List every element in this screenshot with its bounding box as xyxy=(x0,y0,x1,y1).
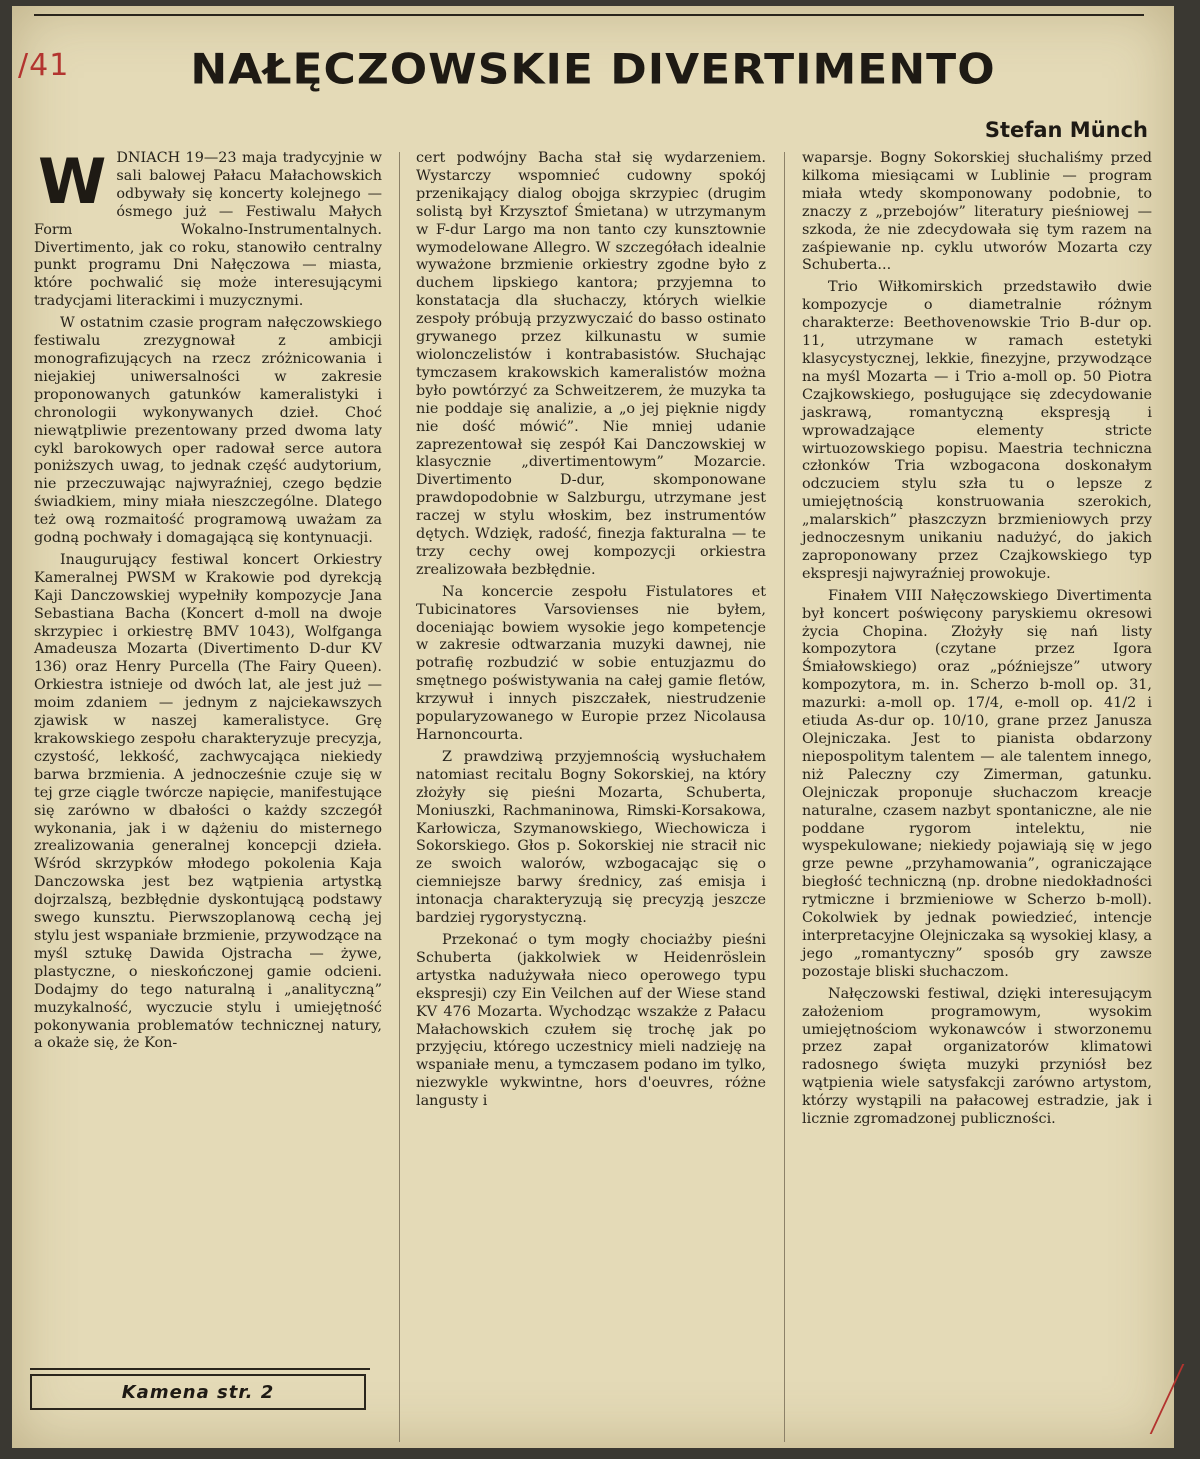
paragraph: waparsje. Bogny Sokorskiej słuchaliśmy przed kilkoma miesiącami w Lublinie — program miała wtedy skomponowany podobnie, to znaczy z „przebojów” literatury pieśniowej — szkoda, że nie zdecydowała się tym razem na zaśpiewanie np. cyklu utworów Mozarta czy Schuberta... xyxy=(802,150,1152,274)
newspaper-clipping xyxy=(12,6,1174,1448)
drop-cap: W xyxy=(38,145,107,218)
paragraph: Inaugurujący festiwal koncert Orkiestry Kameralnej PWSM w Krakowie pod dyrekcją Kaji Danczowskiej wypełniły kompozycje Jana Sebastiana Bacha (Koncert d-moll na dwoje skrzypiec i orkiestrę BMV 1043), Wolfganga Amadeusza Mozarta (Divertimento D-dur KV 136) oraz Henry Purcella (The Fairy Queen). Orkiestra istnieje od dwóch lat, ale jest już — moim zdaniem — jednym z najciekawszych zjawisk w naszej kameralistyce. Grę krakowskiego zespołu charakteryzuje precyzja, czystość, lekkość, zachwycająca niekiedy barwa brzmienia. A jednocześnie czuje się w tej grze ciągle twórcze napięcie, manifestujące się zarówno w dbałości o każdy szczegół wykonania, jak i w dążeniu do misternego zrealizowania generalnej koncepcji dzieła. Wśród skrzypków młodego pokolenia Kaja Danczowska jest bez wątpienia artystką dojrzalszą, bezbłędnie dyskontującą podstawy swego kunsztu. Pierwszoplanową cechą jej stylu jest wspaniałe brzmienie, przywodzące na myśl sztukę Dawida Ojstracha — żywe, plastyczne, o nieskończonej gamie odcieni. Dodajmy do tego naturalną i „analityczną” muzykalność, wyczucie stylu i umiejętność pokonywania problematów technicznej natury, a okaże się, że Kon- xyxy=(34,551,382,1052)
paragraph: cert podwójny Bacha stał się wydarzeniem. Wystarczy wspomnieć cudowny spokój przenikający dialog obojga skrzypiec (drugim solistą był Krzysztof Śmietana) w utrzymanym w F-dur Largo ma non tanto czy kunsztownie wymodelowane Allegro. W szczegółach idealnie wyważone brzmienie orkiestry zgodne było z duchem lipskiego kantora; przyjemna to konstatacja dla słuchaczy, których wielkie zespoły próbują przyzwyczaić do basso ostinato grywanego przez kilkunastu w sumie wiolonczelistów i kontrabasistów. Słuchając tymczasem krakowskich kameralistów można było powtórzyć za Schweitzerem, że muzyka ta nie poddaje się analizie, a „o jej pięknie nigdy nie dość mówić”. Nie mniej udanie zaprezentował się zespół Kai Danczowskiej w klasycznie „divertimentowym” Mozarcie. Divertimento D-dur, skomponowane prawdopodobnie w Salzburgu, utrzymane jest raczej w stylu włoskim, bez instrumentów dętych. Wdzięk, radość, finezja fakturalna — te trzy cechy owej kompozycji orkiestra zrealizowała bezbłędnie. xyxy=(416,150,766,578)
article-column-1 xyxy=(34,145,382,1057)
author-byline: Stefan Münch xyxy=(984,118,1148,142)
source-label: Kamena str. 2 xyxy=(121,1382,275,1403)
column-rule xyxy=(399,152,400,1442)
column-rule xyxy=(784,152,785,1442)
article-column-2 xyxy=(416,150,766,1115)
paragraph: Na koncercie zespołu Fistulatores et Tubicinatores Varsovienses nie byłem, doceniając bowiem wysokie jego kompetencje w zakresie odtwarzania muzyki dawnej, nie potrafię rozbudzić w sobie entuzjazmu do smętnego poświstywania na całej gamie fletów, krzywuł i innych piszczałek, niestrudzenie popularyzowanego w Europie przez Nicolausa Harnoncourta. xyxy=(416,583,766,743)
paragraph: Finałem VIII Nałęczowskiego Divertimenta był koncert poświęcony paryskiemu okresowi życia Chopina. Złożyły się nań listy kompozytora (czytane przez Igora Śmiałowskiego) oraz „późniejsze” utwory kompozytora, m. in. Scherzo b-moll op. 31, mazurki: a-moll op. 17/4, e-moll op. 41/2 i etiuda As-dur op. 10/10, grane przez Janusza Olejniczaka. Jest to pianista obdarzony niepospolitym talentem — ale talentem innego, niż Paleczny czy Zimerman, gatunku. Olejniczak proponuje słuchaczom kreacje naturalne, czasem nazbyt spontaniczne, ale nie poddane rygorom intelektu, nie wyspekulowane; niekiedy pojawiają się w jego grze pewne „przyhamowania”, ograniczające biegłość techniczną (np. drobne niedokładności rytmiczne i brzmieniowe w Scherzo b-moll). Cokolwiek by jednak powiedzieć, intencje interpretacyjne Olejniczaka są wysokiej klasy, a jego „romantyczny” sposób gry zawsze pozostaje bliski słuchaczom. xyxy=(802,587,1152,980)
article-column-3 xyxy=(802,150,1152,1133)
paragraph: Trio Wiłkomirskich przedstawiło dwie kompozycje o diametralnie różnym charakterze: Beethovenowskie Trio B-dur op. 11, utrzymane w ramach estetyki klasycystycznej, lekkie, finezyjne, przywodzące na myśl Mozarta — i Trio a-moll op. 50 Piotra Czajkowskiego, posługujące się zdecydowanie jaskrawą, romantyczną ekspresją i wprowadzające elementy stricte wirtuozowskiego popisu. Maestria techniczna członków Tria wzbogacona doskonałym odczuciem stylu szła tu o lepsze z umiejętnością konstruowania szerokich, „malarskich” płaszczyzn brzmieniowych przy jednoczesnym unikaniu nadużyć, do jakich zaproponowany przez Czajkowskiego typ ekspresji najwyraźniej prowokuje. xyxy=(802,279,1152,582)
red-pen-mark xyxy=(1110,1364,1185,1434)
source-box xyxy=(30,1374,366,1410)
top-rule xyxy=(34,14,1144,16)
paragraph: Z prawdziwą przyjemnością wysłuchałem natomiast recitalu Bogny Sokorskiej, na który złożyły się pieśni Mozarta, Schuberta, Moniuszki, Rachmaninowa, Rimski-Korsakowa, Karłowicza, Szymanowskiego, Wiechowicza i Sokorskiego. Głos p. Sokorskiej nie stracił nic ze swoich walorów, wzbogacając się o ciemniejsze barwy średnicy, zaś emisja i intonacja charakteryzują się precyzją jeszcze bardziej rygorystyczną. xyxy=(416,748,766,927)
paragraph xyxy=(34,145,382,311)
paragraph: Przekonać o tym mogły chociażby pieśni Schuberta (jakkolwiek w Heidenröslein artystka nadużywała nieco operowego typu ekspresji) czy Ein Veilchen auf der Wiese stand KV 476 Mozarta. Wychodząc wszakże z Pałacu Małachowskich czułem się trochę jak po przyjęciu, którego uczestnicy mieli nadzieję na wspaniałe menu, a tymczasem podano im tylko, niezwykle wykwintne, hors d'oeuvres, różne langusty i xyxy=(416,931,766,1110)
footer-rule xyxy=(30,1368,370,1370)
paragraph: W ostatnim czasie program nałęczowskiego festiwalu zrezygnował z ambicji monografizujących na rzecz zróżnicowania i niejakiej uniwersalności w zakresie proponowanych gatunków kameralistyki i chronologii wykonywanych dzieł. Choć niewątpliwie prezentowany przed dwoma laty cykl barokowych oper radował serce autora poniższych uwag, to jednak część audytorium, nie przeczuwając najwyraźniej, czego będzie świadkiem, miny miała nieszczególne. Dlatego też ową rozmaitość programową uważam za godną pochwały i domagającą się kontynuacji. xyxy=(34,315,382,547)
handwritten-mark: /41 xyxy=(18,48,70,83)
paragraph: Nałęczowski festiwal, dzięki interesującym założeniom programowym, wysokim umiejętnościom wykonawców i stworzonemu przez zapał organizatorów klimatowi radosnego święta muzyki przyniósł bez wątpienia wiele satysfakcji zarówno artystom, którzy wystąpili na pałacowej estradzie, jak i licznie zgromadzonej publiczności. xyxy=(802,985,1152,1128)
paragraph-text: DNIACH 19—23 maja tradycyjnie w sali balowej Pałacu Małachowskich odbywały się koncerty kolejnego — ósmego już — Festiwalu Małych Form Wokalno-Instrumentalnych. Divertimento, jak co roku, stanowiło centralny punkt programu Dni Nałęczowa — miasta, które pochwalić się może interesującymi tradycjami literackimi i muzycznymi. xyxy=(34,150,382,310)
headline: NAŁĘCZOWSKIE DIVERTIMENTO xyxy=(190,45,996,94)
